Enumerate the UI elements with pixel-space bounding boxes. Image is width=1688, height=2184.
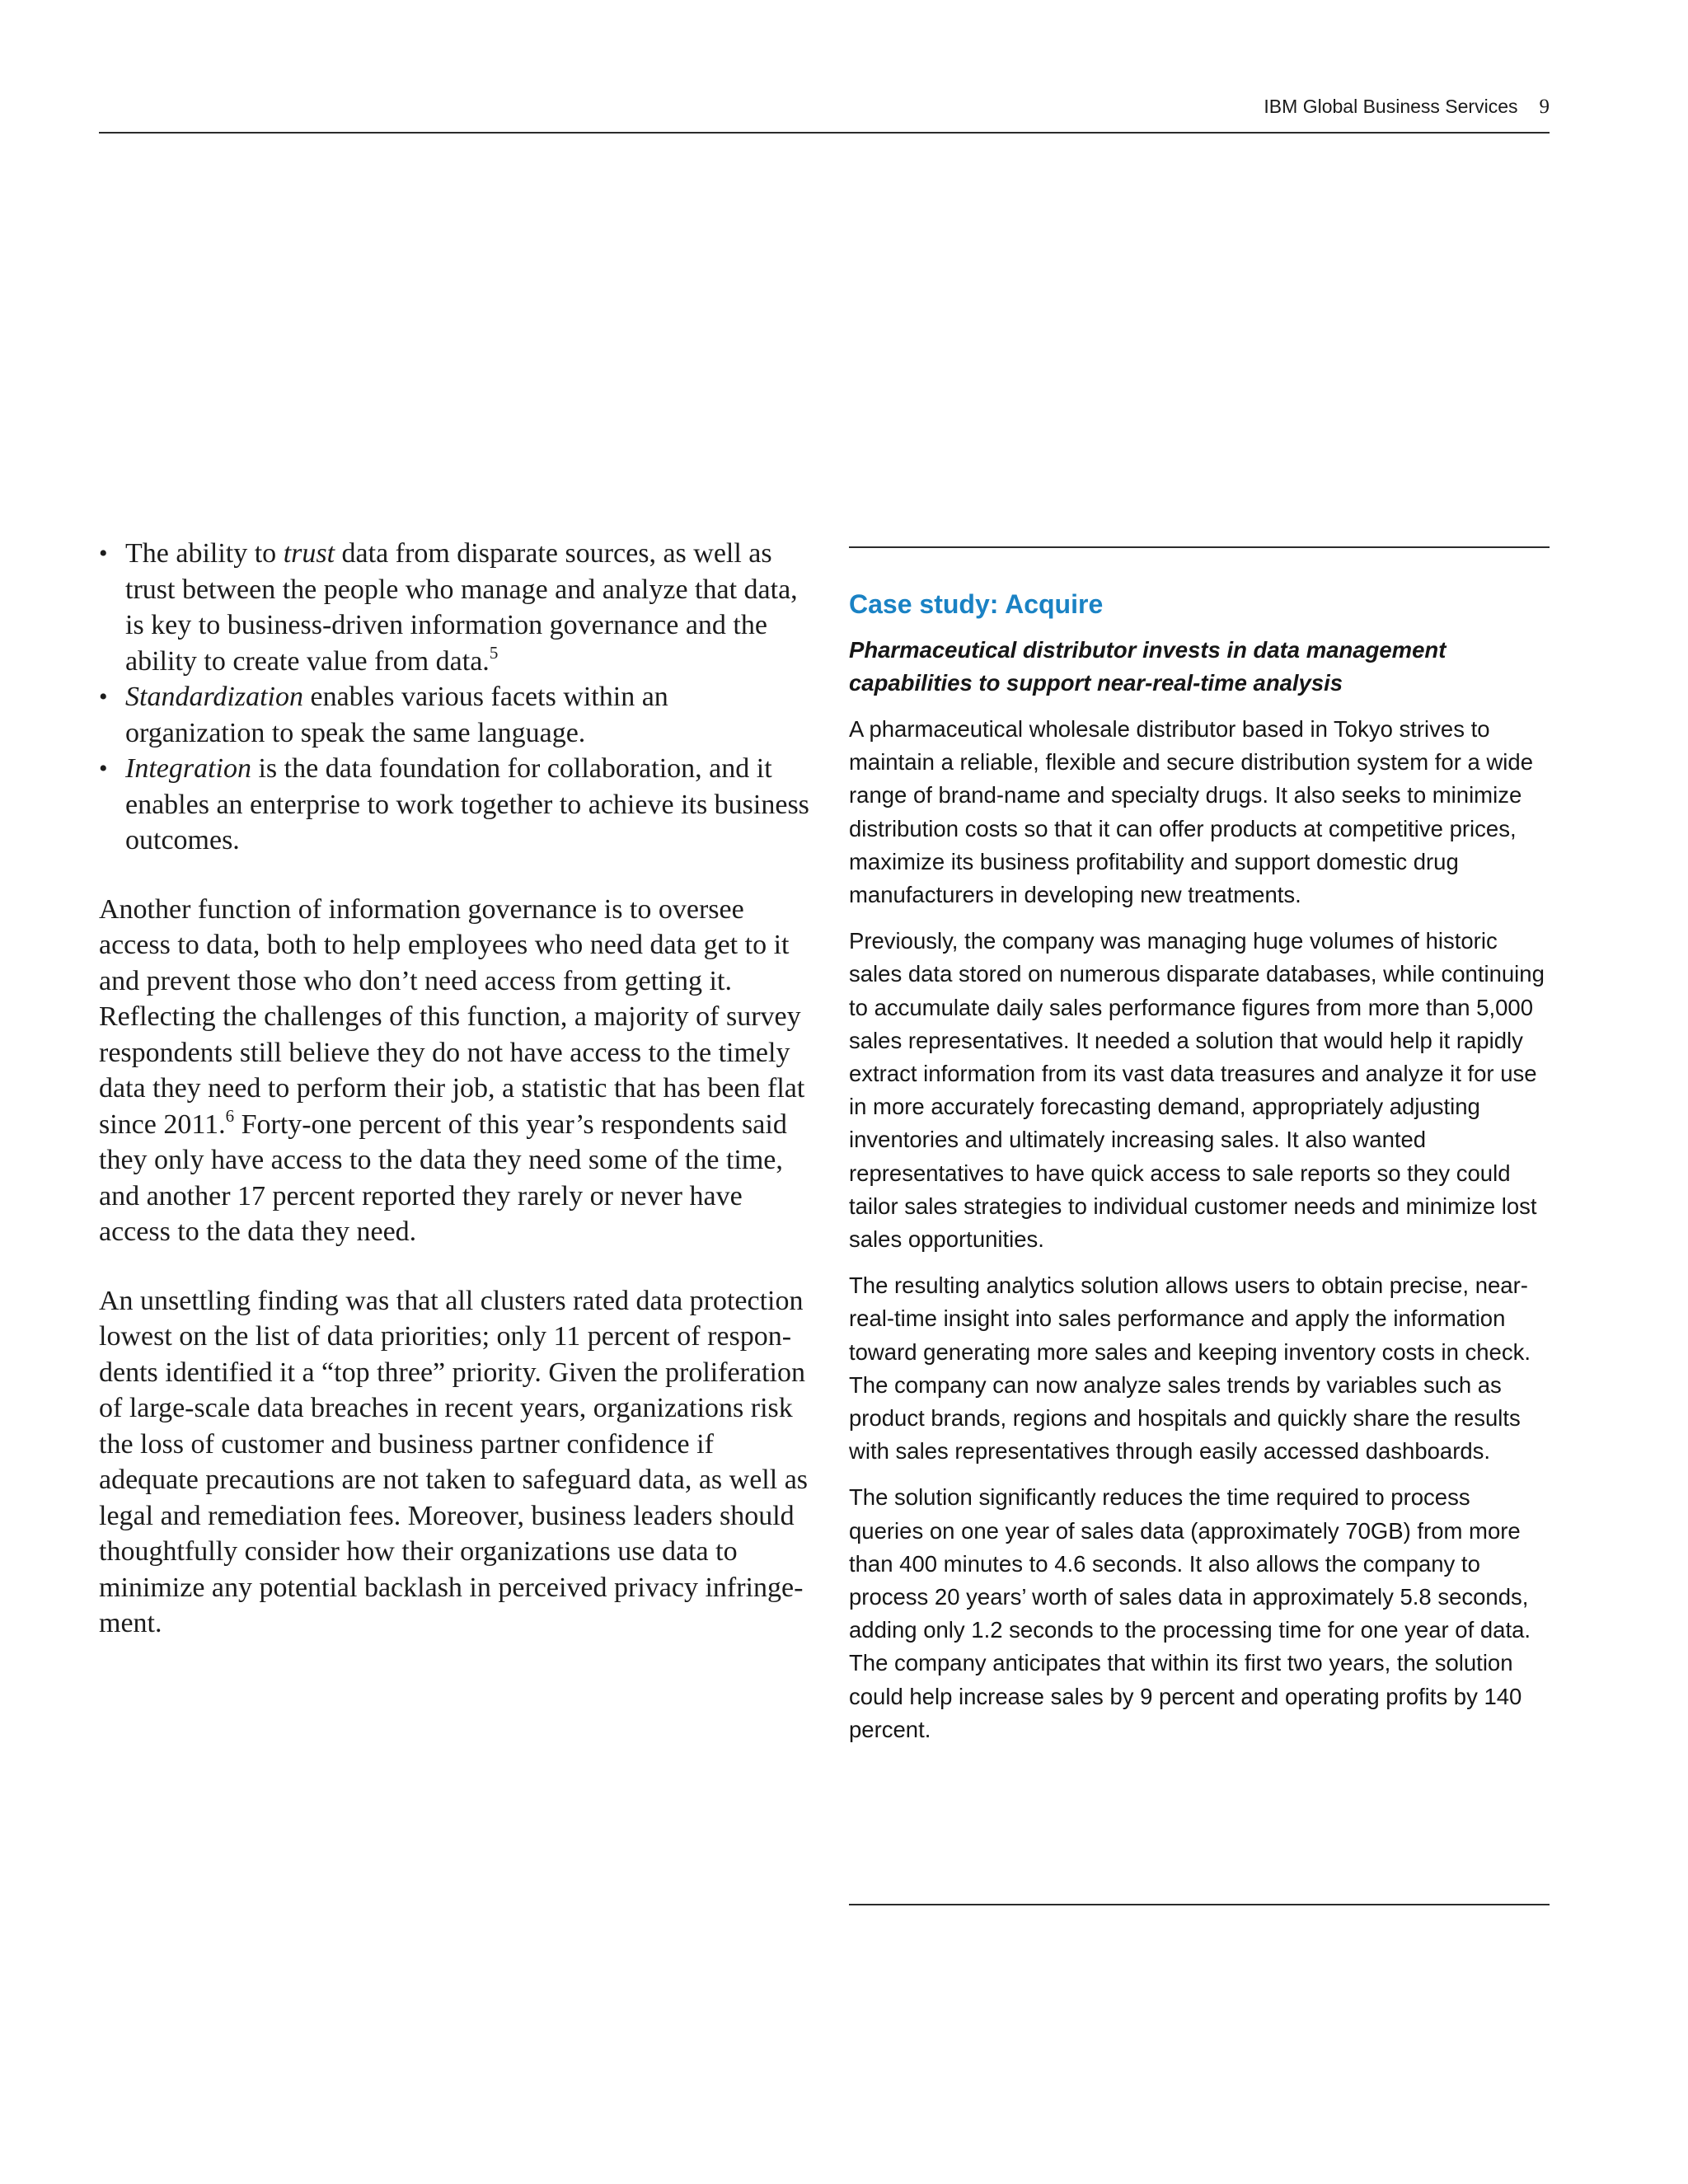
case-study-subtitle: Pharmaceutical distributor invests in data management capabilities to support near-real-time analysis bbox=[849, 637, 1447, 696]
case-study-paragraph: Previously, the company was managing huge volumes of historic sales data stored on numerous disparate databases, while continuing to accumulate daily sales performance figures from more than 5,000 sales representatives. It needed a solution that would help it rapidly extract information from its vast data treasures and analyze it for use in more accurately forecasting demand, appropriately adjusting inventories and ultimately increasing sales. It also wanted representatives to have quick access to sale reports so they could tailor sales strategies to individual customer needs and minimize lost sales opportunities. bbox=[849, 928, 1545, 1253]
bullet-item-standardization bbox=[99, 679, 809, 751]
page-number: 9 bbox=[1539, 96, 1550, 118]
bullet-emphasis: Integration bbox=[125, 753, 251, 784]
body-paragraph-protection: An unsettling finding was that all clusters rated data protection lowest on the list of data priorities; only 11 percent of respondents identified it a “top three” priority. Given the proliferation of large-scale data breaches in recent years, organizations risk the loss of customer and business partner confidence if adequate precautions are not taken to safeguard data, as well as legal and remediation fees. Moreover, business leaders should thoughtfully consider how their organizations use data to minimize any potential backlash in perceived privacy infringement. bbox=[99, 1285, 809, 1638]
footnote-ref: 6 bbox=[225, 1105, 235, 1126]
bullet-emphasis: Standardization bbox=[125, 682, 303, 712]
case-study-paragraph: The resulting analytics solution allows users to obtain precise, near-real-time insight into sales performance and apply the information toward generating more sales and keeping inventory costs in check. The company can now analyze sales trends by variables such as product brands, regions and hospitals and quickly share the results with sales representatives through easily accessed dashboards. bbox=[849, 1272, 1531, 1465]
paragraph-text: Forty-one percent of this year’s respondents said they only have access to the data they need some of the time, and another 17 percent reported they rarely or never have access to the data they need. bbox=[99, 1108, 787, 1247]
paragraph-text: Another function of information governance is to oversee access to data, both to help employees who need data get to it and prevent those who don’t need access from getting it. Reflecting the challenges of this function, a majority of survey respondents still believe they do not have access to the timely data they need to perform their job, a statistic that has been flat since 2011. bbox=[99, 893, 805, 1140]
page-header bbox=[99, 89, 1550, 134]
bullet-list bbox=[99, 536, 809, 859]
bullet-emphasis: trust bbox=[283, 538, 335, 569]
bullet-text: is the data foundation for collaboration, and it enables an enterprise to work together to achieve its business outcomes. bbox=[125, 753, 809, 855]
case-study-box bbox=[849, 546, 1550, 1746]
header-title: IBM Global Business Services bbox=[1264, 96, 1518, 117]
main-text-column bbox=[99, 536, 809, 1642]
case-study-bottom-rule bbox=[849, 1904, 1550, 1905]
case-study-paragraph: The solution significantly reduces the time required to process queries on one year of sales data (approximately 70GB) from more than 400 minutes to 4.6 seconds. It also allows the company to process 20 years’ worth of sales data in approximately 5.8 seconds, adding only 1.2 seconds to the processing time for one year of data. The company anticipates that within its first two years, the solution could help increase sales by 9 percent and operating profits by 140 percent. bbox=[849, 1484, 1531, 1742]
header-text bbox=[1264, 96, 1550, 119]
case-study-title: Case study: Acquire bbox=[849, 589, 1104, 619]
bullet-text: The ability to bbox=[125, 538, 284, 569]
body-paragraph-access bbox=[99, 892, 809, 1250]
footnote-ref: 5 bbox=[489, 642, 499, 663]
bullet-item-trust bbox=[99, 536, 809, 679]
bullet-text: data from disparate sources, as well as trust between the people who manage and analyze that data, is key to business-driven information governance and the ability to create value from data. bbox=[125, 538, 798, 677]
case-study-paragraph: A pharmaceutical wholesale distributor based in Tokyo strives to maintain a reliable, flexible and secure distribution system for a wide range of brand-name and specialty drugs. It also seeks to minimize distribution costs so that it can offer products at competitive prices, maximize its business profitability and support domestic drug manufacturers in developing new treatments. bbox=[849, 716, 1533, 908]
bullet-text: enables various facets within an organization to speak the same language. bbox=[125, 682, 668, 748]
bullet-item-integration bbox=[99, 751, 809, 859]
